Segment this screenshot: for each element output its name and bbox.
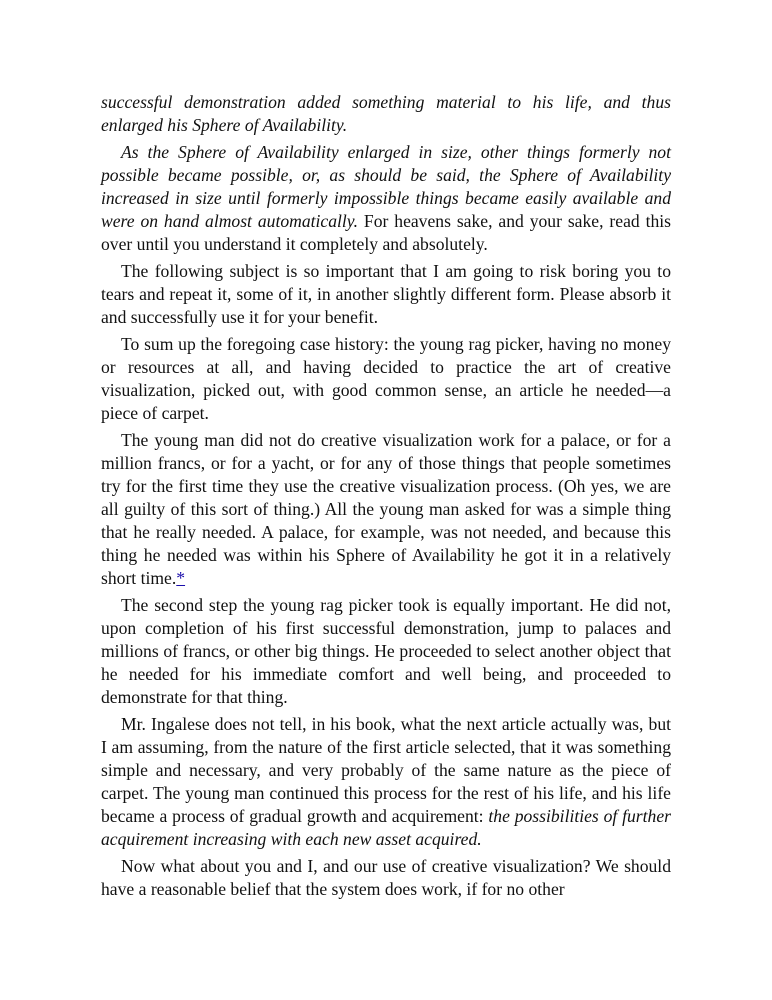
footnote-link[interactable]: *	[176, 568, 186, 588]
paragraph-2-italic-text: As the Sphere of Availability enlarged in size, other things formerly not possible became possible, or, as should be said, the Sphere of Availability increased in size until formerly impossible things became easily available and were on hand almost automatically.	[101, 142, 671, 231]
paragraph-5-text: The young man did not do creative visualization work for a palace, or for a million francs, or for a yacht, or for any of those things that people sometimes try for the first time they use the creative visualization process. (Oh yes, we are all guilty of this sort of thing.) All the young man asked for was a simple thing that he really needed. A palace, for example, was not needed, and because this thing he needed was within his Sphere of Availability he got it in a relatively short time.	[101, 430, 671, 588]
book-page	[101, 91, 671, 905]
paragraph-5	[101, 429, 671, 590]
paragraph-2-text: For heavens sake, and your sake, read this over until you understand it completely and absolutely.	[101, 211, 671, 254]
paragraph-7-italic-text: the possibilities of further acquirement increasing with each new asset acquired.	[101, 806, 671, 849]
paragraph-1-italic-text: successful demonstration added something material to his life, and thus enlarged his Sphere of Availability.	[101, 92, 671, 135]
paragraph-8-text: Now what about you and I, and our use of creative visualization? We should have a reasonable belief that the system does work, if for no other	[101, 856, 671, 899]
paragraph-3-text: The following subject is so important that I am going to risk boring you to tears and repeat it, some of it, in another slightly different form. Please absorb it and successfully use it for your benefit.	[101, 261, 671, 327]
paragraph-6-text: The second step the young rag picker took is equally important. He did not, upon completion of his first successful demonstration, jump to palaces and millions of francs, or other big things. He proceeded to select another object that he needed for his immediate comfort and well being, and proceeded to demonstrate for that thing.	[101, 595, 671, 707]
paragraph-7	[101, 713, 671, 851]
paragraph-6	[101, 594, 671, 709]
paragraph-3	[101, 260, 671, 329]
paragraph-4	[101, 333, 671, 425]
paragraph-7-text: Mr. Ingalese does not tell, in his book, what the next article actually was, but I am assuming, from the nature of the first article selected, that it was something simple and necessary, and very probably of the same nature as the piece of carpet. The young man continued this process for the rest of his life, and his life became a process of gradual growth and acquirement:	[101, 714, 671, 826]
paragraph-8	[101, 855, 671, 901]
paragraph-1	[101, 91, 671, 137]
paragraph-4-text: To sum up the foregoing case history: the young rag picker, having no money or resources at all, and having decided to practice the art of creative visualization, picked out, with good common sense, an article he needed—a piece of carpet.	[101, 334, 671, 423]
paragraph-2	[101, 141, 671, 256]
